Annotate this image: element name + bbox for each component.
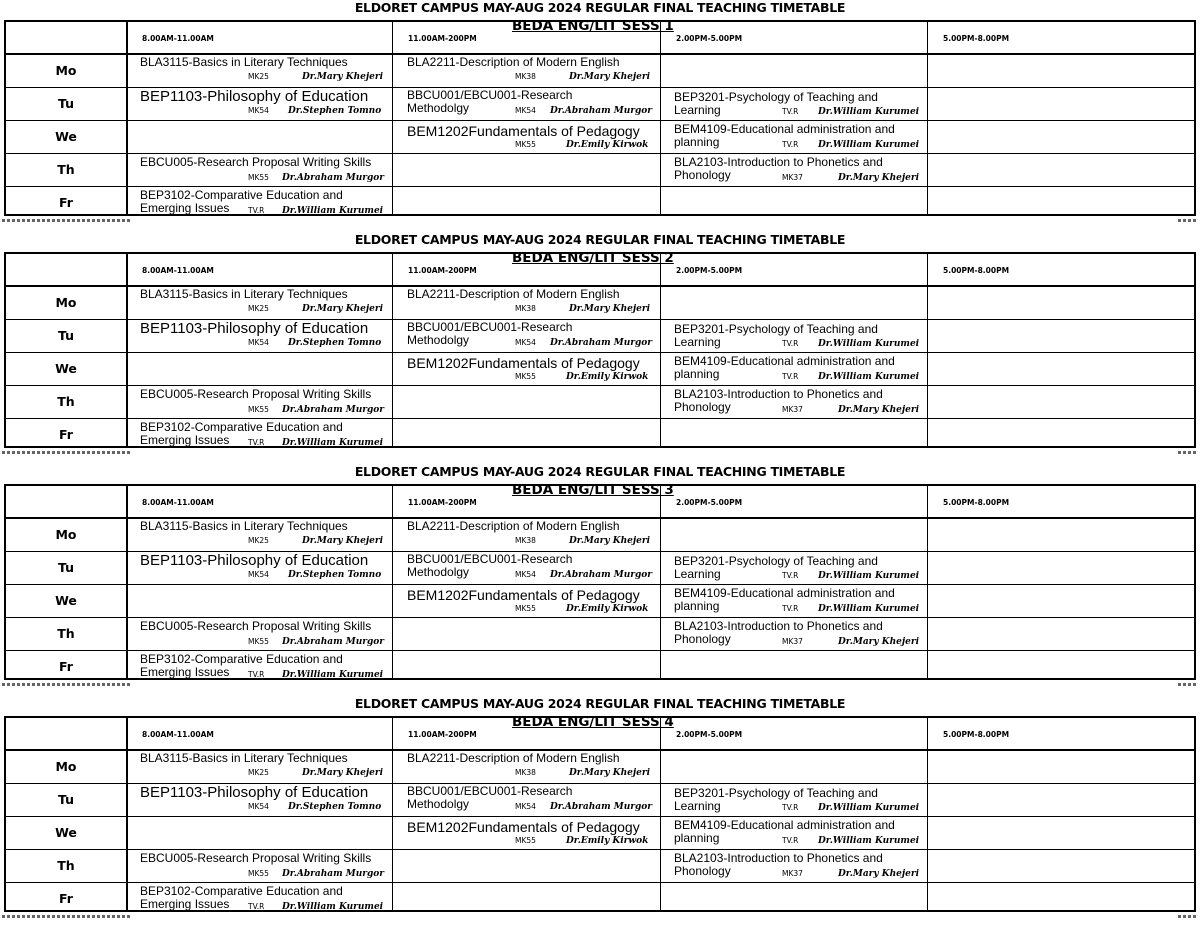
course-title: BEP1103-Philosophy of Education <box>140 88 369 105</box>
room-code: MK55 <box>248 637 269 646</box>
grid-line <box>6 816 1194 817</box>
course-title: EBCU005-Research Proposal Writing Skills <box>140 851 372 865</box>
lecturer-name: Dr.Abraham Murgor <box>282 869 385 879</box>
room-code: MK38 <box>515 768 536 777</box>
slot-header: 5.00PM-8.00PM <box>943 730 1010 739</box>
room-code: MK25 <box>248 304 269 313</box>
grid-line <box>6 617 1194 618</box>
timetable-block <box>0 0 1200 232</box>
lecturer-name: Dr.Abraham Murgor <box>550 802 653 812</box>
grid-line <box>6 120 1194 121</box>
course-title: BLA2211-Description of Modern English <box>407 751 620 765</box>
day-label: Tu <box>57 96 75 111</box>
room-code: MK55 <box>248 405 269 414</box>
course-title: EBCU005-Research Proposal Writing Skills <box>140 619 372 633</box>
timetable-title: ELDORET CAMPUS MAY-AUG 2024 REGULAR FINAL TEACHING TIMETABLE <box>354 0 846 15</box>
lecturer-name: Dr.William Kurumei <box>282 438 384 448</box>
timetable-grid <box>4 20 1196 216</box>
room-code: MK37 <box>782 405 803 414</box>
timetable-grid <box>4 716 1196 912</box>
course-title: BEM4109-Educational administration and <box>674 354 895 368</box>
grid-line <box>6 153 1194 154</box>
course-title: BLA3115-Basics in Literary Techniques <box>140 55 348 69</box>
room-code: MK54 <box>515 802 536 811</box>
day-label: Th <box>57 394 75 409</box>
room-code: TV.R <box>248 438 265 447</box>
course-title: BEM4109-Educational administration and <box>674 586 895 600</box>
course-title: Phonology <box>674 168 731 182</box>
footer-mark <box>1178 219 1198 222</box>
timetable-block <box>0 696 1200 928</box>
lecturer-name: Dr.Stephen Tomno <box>288 802 382 812</box>
course-title: BLA2103-Introduction to Phonetics and <box>674 387 883 401</box>
lecturer-name: Dr.William Kurumei <box>818 803 920 813</box>
course-title: planning <box>674 599 720 613</box>
course-title: EBCU005-Research Proposal Writing Skills <box>140 387 372 401</box>
timetable-title: ELDORET CAMPUS MAY-AUG 2024 REGULAR FINAL TEACHING TIMETABLE <box>354 232 846 247</box>
slot-header: 11.00AM-200PM <box>408 498 477 507</box>
footer-mark <box>1178 451 1198 454</box>
course-title: BBCU001/EBCU001-Research <box>407 784 573 798</box>
lecturer-name: Dr.William Kurumei <box>282 206 384 216</box>
lecturer-name: Dr.Emily Kirwok <box>566 836 649 846</box>
grid-line <box>6 650 1194 651</box>
day-label: We <box>55 593 77 608</box>
lecturer-name: Dr.Mary Khejeri <box>838 637 919 647</box>
day-label: We <box>55 825 77 840</box>
lecturer-name: Dr.Abraham Murgor <box>550 570 653 580</box>
lecturer-name: Dr.Abraham Murgor <box>550 106 653 116</box>
course-title: BEP3102-Comparative Education and <box>140 652 343 666</box>
grid-line <box>6 352 1194 353</box>
lecturer-name: Dr.William Kurumei <box>282 670 384 680</box>
grid-line <box>6 849 1194 850</box>
timetable-grid <box>4 252 1196 448</box>
session-title: BEDA ENG/LIT SESS 2 <box>512 250 674 266</box>
room-code: MK54 <box>248 338 269 347</box>
room-code: MK38 <box>515 72 536 81</box>
room-code: MK54 <box>515 106 536 115</box>
timetable-title: ELDORET CAMPUS MAY-AUG 2024 REGULAR FINAL TEACHING TIMETABLE <box>354 696 846 711</box>
slot-header: 2.00PM-5.00PM <box>676 266 743 275</box>
course-title: BLA3115-Basics in Literary Techniques <box>140 287 348 301</box>
course-title: planning <box>674 367 720 381</box>
slot-header: 11.00AM-200PM <box>408 266 477 275</box>
grid-line <box>6 584 1194 585</box>
room-code: MK25 <box>248 72 269 81</box>
course-title: Learning <box>674 103 721 117</box>
day-label: Fr <box>59 891 73 906</box>
room-code: TV.R <box>782 604 799 613</box>
room-code: TV.R <box>782 836 799 845</box>
lecturer-name: Dr.William Kurumei <box>818 339 920 349</box>
slot-header: 5.00PM-8.00PM <box>943 498 1010 507</box>
course-title: Emerging Issues <box>140 201 230 215</box>
lecturer-name: Dr.Emily Kirwok <box>566 140 649 150</box>
room-code: MK25 <box>248 768 269 777</box>
lecturer-name: Dr.William Kurumei <box>818 140 920 150</box>
footer-mark <box>1178 915 1198 918</box>
course-title: BEP1103-Philosophy of Education <box>140 552 369 569</box>
lecturer-name: Dr.Mary Khejeri <box>838 405 919 415</box>
room-code: MK54 <box>248 802 269 811</box>
lecturer-name: Dr.Emily Kirwok <box>566 372 649 382</box>
course-title: BLA2103-Introduction to Phonetics and <box>674 619 883 633</box>
course-title: BLA2103-Introduction to Phonetics and <box>674 851 883 865</box>
lecturer-name: Dr.William Kurumei <box>818 571 920 581</box>
room-code: MK38 <box>515 536 536 545</box>
course-title: planning <box>674 831 720 845</box>
course-title: Methodolgy <box>407 797 470 811</box>
course-title: BEP1103-Philosophy of Education <box>140 320 369 337</box>
lecturer-name: Dr.Mary Khejeri <box>838 869 919 879</box>
session-title: BEDA ENG/LIT SESS 4 <box>512 714 674 730</box>
course-title: Emerging Issues <box>140 897 230 911</box>
course-title: planning <box>674 135 720 149</box>
slot-header: 11.00AM-200PM <box>408 34 477 43</box>
course-title: BEM4109-Educational administration and <box>674 122 895 136</box>
footer-mark <box>2 915 130 918</box>
course-title: BEP3201-Psychology of Teaching and <box>674 786 878 800</box>
day-label: Th <box>57 626 75 641</box>
course-title: Phonology <box>674 400 731 414</box>
course-title: BEP3102-Comparative Education and <box>140 188 343 202</box>
slot-header: 5.00PM-8.00PM <box>943 34 1010 43</box>
lecturer-name: Dr.William Kurumei <box>818 836 920 846</box>
day-label: Fr <box>59 659 73 674</box>
lecturer-name: Dr.Stephen Tomno <box>288 570 382 580</box>
grid-line <box>6 882 1194 883</box>
day-label: Tu <box>57 792 75 807</box>
course-title: BLA3115-Basics in Literary Techniques <box>140 519 348 533</box>
course-title: BEP3201-Psychology of Teaching and <box>674 554 878 568</box>
course-title: BEM1202Fundamentals of Pedagogy <box>407 123 640 139</box>
lecturer-name: Dr.Stephen Tomno <box>288 338 382 348</box>
slot-header: 5.00PM-8.00PM <box>943 266 1010 275</box>
course-title: Emerging Issues <box>140 433 230 447</box>
day-label: Mo <box>55 759 77 774</box>
course-title: Methodolgy <box>407 333 470 347</box>
course-title: BEM1202Fundamentals of Pedagogy <box>407 819 640 835</box>
course-title: Learning <box>674 799 721 813</box>
room-code: TV.R <box>782 571 799 580</box>
footer-mark <box>1178 683 1198 686</box>
lecturer-name: Dr.Abraham Murgor <box>282 173 385 183</box>
course-title: BEP3201-Psychology of Teaching and <box>674 322 878 336</box>
slot-header: 2.00PM-5.00PM <box>676 498 743 507</box>
course-title: Methodolgy <box>407 565 470 579</box>
course-title: EBCU005-Research Proposal Writing Skills <box>140 155 372 169</box>
lecturer-name: Dr.Emily Kirwok <box>566 604 649 614</box>
course-title: BBCU001/EBCU001-Research <box>407 552 573 566</box>
course-title: BLA2103-Introduction to Phonetics and <box>674 155 883 169</box>
day-label: Mo <box>55 295 77 310</box>
lecturer-name: Dr.William Kurumei <box>818 604 920 614</box>
day-label: Tu <box>57 328 75 343</box>
lecturer-name: Dr.Abraham Murgor <box>282 405 385 415</box>
course-title: BLA2211-Description of Modern English <box>407 55 620 69</box>
room-code: TV.R <box>248 902 265 911</box>
room-code: TV.R <box>782 372 799 381</box>
room-code: MK55 <box>515 604 536 613</box>
slot-header: 8.00AM-11.00AM <box>142 498 214 507</box>
course-title: BLA3115-Basics in Literary Techniques <box>140 751 348 765</box>
slot-header: 8.00AM-11.00AM <box>142 266 214 275</box>
room-code: TV.R <box>782 803 799 812</box>
course-title: BEP3102-Comparative Education and <box>140 420 343 434</box>
room-code: MK54 <box>248 106 269 115</box>
course-title: Methodolgy <box>407 101 470 115</box>
timetable-block <box>0 464 1200 696</box>
lecturer-name: Dr.Mary Khejeri <box>569 768 650 778</box>
day-label: Tu <box>57 560 75 575</box>
room-code: MK37 <box>782 869 803 878</box>
course-title: BBCU001/EBCU001-Research <box>407 320 573 334</box>
timetable-block <box>0 232 1200 464</box>
room-code: MK38 <box>515 304 536 313</box>
grid-line <box>6 385 1194 386</box>
lecturer-name: Dr.Mary Khejeri <box>569 72 650 82</box>
lecturer-name: Dr.William Kurumei <box>282 902 384 912</box>
day-label: Fr <box>59 195 73 210</box>
day-label: Th <box>57 858 75 873</box>
room-code: TV.R <box>782 140 799 149</box>
lecturer-name: Dr.Mary Khejeri <box>569 304 650 314</box>
room-code: MK55 <box>515 372 536 381</box>
room-code: TV.R <box>782 107 799 116</box>
room-code: MK25 <box>248 536 269 545</box>
course-title: BLA2211-Description of Modern English <box>407 519 620 533</box>
lecturer-name: Dr.Mary Khejeri <box>302 536 383 546</box>
course-title: Phonology <box>674 864 731 878</box>
day-label: We <box>55 361 77 376</box>
lecturer-name: Dr.Mary Khejeri <box>838 173 919 183</box>
timetable-grid <box>4 484 1196 680</box>
room-code: TV.R <box>782 339 799 348</box>
day-label: Fr <box>59 427 73 442</box>
room-code: MK55 <box>248 173 269 182</box>
lecturer-name: Dr.Mary Khejeri <box>302 768 383 778</box>
grid-line <box>6 186 1194 187</box>
room-code: MK54 <box>515 570 536 579</box>
day-label: Mo <box>55 527 77 542</box>
timetable-title: ELDORET CAMPUS MAY-AUG 2024 REGULAR FINAL TEACHING TIMETABLE <box>354 464 846 479</box>
room-code: MK54 <box>248 570 269 579</box>
footer-mark <box>2 219 130 222</box>
lecturer-name: Dr.William Kurumei <box>818 372 920 382</box>
slot-header: 8.00AM-11.00AM <box>142 730 214 739</box>
lecturer-name: Dr.Mary Khejeri <box>302 304 383 314</box>
session-title: BEDA ENG/LIT SESS 3 <box>512 482 674 498</box>
course-title: Learning <box>674 335 721 349</box>
session-title: BEDA ENG/LIT SESS 1 <box>512 18 674 34</box>
course-title: BEP3102-Comparative Education and <box>140 884 343 898</box>
day-label: Th <box>57 162 75 177</box>
slot-header: 8.00AM-11.00AM <box>142 34 214 43</box>
lecturer-name: Dr.Abraham Murgor <box>550 338 653 348</box>
room-code: MK55 <box>515 140 536 149</box>
lecturer-name: Dr.Stephen Tomno <box>288 106 382 116</box>
course-title: BEM1202Fundamentals of Pedagogy <box>407 587 640 603</box>
course-title: Emerging Issues <box>140 665 230 679</box>
room-code: MK55 <box>248 869 269 878</box>
grid-line <box>6 418 1194 419</box>
course-title: BEP1103-Philosophy of Education <box>140 784 369 801</box>
room-code: MK37 <box>782 637 803 646</box>
room-code: TV.R <box>248 670 265 679</box>
slot-header: 2.00PM-5.00PM <box>676 34 743 43</box>
room-code: MK37 <box>782 173 803 182</box>
course-title: Phonology <box>674 632 731 646</box>
course-title: BBCU001/EBCU001-Research <box>407 88 573 102</box>
slot-header: 11.00AM-200PM <box>408 730 477 739</box>
footer-mark <box>2 451 130 454</box>
lecturer-name: Dr.Mary Khejeri <box>569 536 650 546</box>
course-title: BEP3201-Psychology of Teaching and <box>674 90 878 104</box>
day-label: Mo <box>55 63 77 78</box>
footer-mark <box>2 683 130 686</box>
slot-header: 2.00PM-5.00PM <box>676 730 743 739</box>
lecturer-name: Dr.Abraham Murgor <box>282 637 385 647</box>
course-title: Learning <box>674 567 721 581</box>
room-code: TV.R <box>248 206 265 215</box>
course-title: BLA2211-Description of Modern English <box>407 287 620 301</box>
course-title: BEM1202Fundamentals of Pedagogy <box>407 355 640 371</box>
day-label: We <box>55 129 77 144</box>
room-code: MK55 <box>515 836 536 845</box>
lecturer-name: Dr.William Kurumei <box>818 107 920 117</box>
lecturer-name: Dr.Mary Khejeri <box>302 72 383 82</box>
room-code: MK54 <box>515 338 536 347</box>
course-title: BEM4109-Educational administration and <box>674 818 895 832</box>
